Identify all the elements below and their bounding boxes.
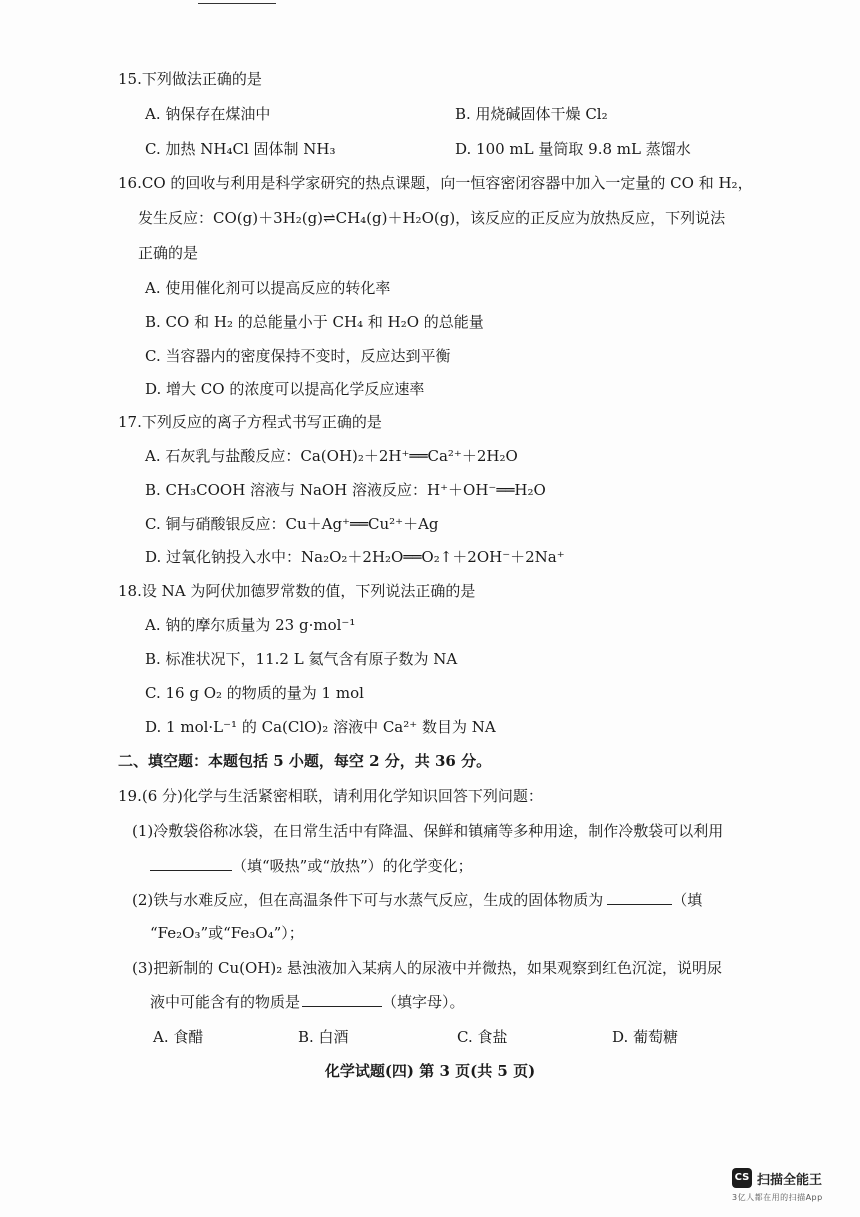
q19-part2-line2: “Fe₂O₃”或“Fe₃O₄”）；	[150, 924, 304, 942]
q15-option-c: C. 加热 NH₄Cl 固体制 NH₃	[145, 140, 336, 158]
q18-option-d: D. 1 mol·L⁻¹ 的 Ca(ClO)₂ 溶液中 Ca²⁺ 数目为 NA	[145, 718, 496, 736]
q17-stem: 17.下列反应的离子方程式书写正确的是	[118, 413, 382, 431]
q19-part2-line1	[132, 889, 702, 911]
q19-option-d: D. 葡萄糖	[612, 1028, 679, 1046]
q15-stem: 15.下列做法正确的是	[118, 70, 262, 88]
q19-part2-text: (2)铁与水难反应，但在高温条件下可与水蒸气反应，生成的固体物质为	[132, 891, 604, 909]
q16-option-d: D. 增大 CO 的浓度可以提高化学反应速率	[145, 380, 425, 398]
scanner-watermark	[732, 1168, 842, 1208]
q19-part1-tail: （填“吸热”或“放热”）的化学变化；	[232, 857, 473, 875]
top-rule	[198, 3, 276, 4]
answer-blank-1[interactable]	[150, 856, 232, 871]
q19-option-a: A. 食醋	[153, 1028, 204, 1046]
q15-option-a: A. 钠保存在煤油中	[145, 105, 271, 123]
q19-stem: 19.(6 分)化学与生活紧密相联，请利用化学知识回答下列问题：	[118, 787, 543, 805]
q19-part1-line1: (1)冷敷袋俗称冰袋，在日常生活中有降温、保鲜和镇痛等多种用途，制作冷敷袋可以利用	[132, 822, 724, 840]
watermark-subtitle: 3亿人都在用的扫描App	[732, 1193, 823, 1202]
page-footer: 化学试题(四) 第 3 页(共 5 页)	[324, 1062, 536, 1080]
q19-part3-tail: （填字母）。	[382, 993, 465, 1011]
q17-option-c: C. 铜与硝酸银反应：Cu＋Ag⁺══Cu²⁺＋Ag	[145, 515, 439, 533]
q19-option-c: C. 食盐	[457, 1028, 508, 1046]
q17-option-d: D. 过氧化钠投入水中：Na₂O₂＋2H₂O══O₂↑＋2OH⁻＋2Na⁺	[145, 548, 565, 566]
q19-part3-line2	[150, 991, 465, 1013]
q18-stem: 18.设 NA 为阿伏加德罗常数的值，下列说法正确的是	[118, 582, 476, 600]
q19-part3-text: 液中可能含有的物质是	[150, 993, 301, 1011]
q19-part3-line1: (3)把新制的 Cu(OH)₂ 悬浊液加入某病人的尿液中并微热，如果观察到红色沉淀，说明尿	[132, 959, 723, 977]
q18-option-a: A. 钠的摩尔质量为 23 g·mol⁻¹	[145, 616, 356, 634]
q18-option-c: C. 16 g O₂ 的物质的量为 1 mol	[145, 684, 364, 702]
q18-option-b: B. 标准状况下，11.2 L 氦气含有原子数为 NA	[145, 650, 458, 668]
q17-option-a: A. 石灰乳与盐酸反应：Ca(OH)₂＋2H⁺══Ca²⁺＋2H₂O	[145, 447, 518, 465]
q16-option-b: B. CO 和 H₂ 的总能量小于 CH₄ 和 H₂O 的总能量	[145, 313, 484, 331]
q15-option-d: D. 100 mL 量筒取 9.8 mL 蒸馏水	[455, 140, 691, 158]
q17-option-b: B. CH₃COOH 溶液与 NaOH 溶液反应：H⁺＋OH⁻══H₂O	[145, 481, 546, 499]
q19-part1-line2	[150, 855, 473, 877]
q16-option-a: A. 使用催化剂可以提高反应的转化率	[145, 279, 391, 297]
q16-option-c: C. 当容器内的密度保持不变时，反应达到平衡	[145, 347, 451, 365]
q16-stem-line2: 发生反应：CO(g)＋3H₂(g)⇌CH₄(g)＋H₂O(g)，该反应的正反应为放热反应，下列说法	[138, 209, 726, 227]
q15-option-b: B. 用烧碱固体干燥 Cl₂	[455, 105, 608, 123]
answer-blank-2[interactable]	[607, 890, 672, 905]
section-heading: 二、填空题：本题包括 5 小题，每空 2 分，共 36 分。	[118, 752, 492, 770]
q19-part2-tail: （填	[672, 891, 703, 909]
watermark-name: 扫描全能王	[757, 1173, 823, 1188]
q16-stem-line3: 正确的是	[138, 244, 199, 262]
camscanner-logo-icon: CS	[732, 1168, 752, 1188]
q19-option-b: B. 白酒	[298, 1028, 349, 1046]
answer-blank-3[interactable]	[302, 992, 382, 1007]
q16-stem-line1: 16.CO 的回收与利用是科学家研究的热点课题，向一恒容密闭容器中加入一定量的 CO 和 H₂，	[118, 174, 753, 192]
